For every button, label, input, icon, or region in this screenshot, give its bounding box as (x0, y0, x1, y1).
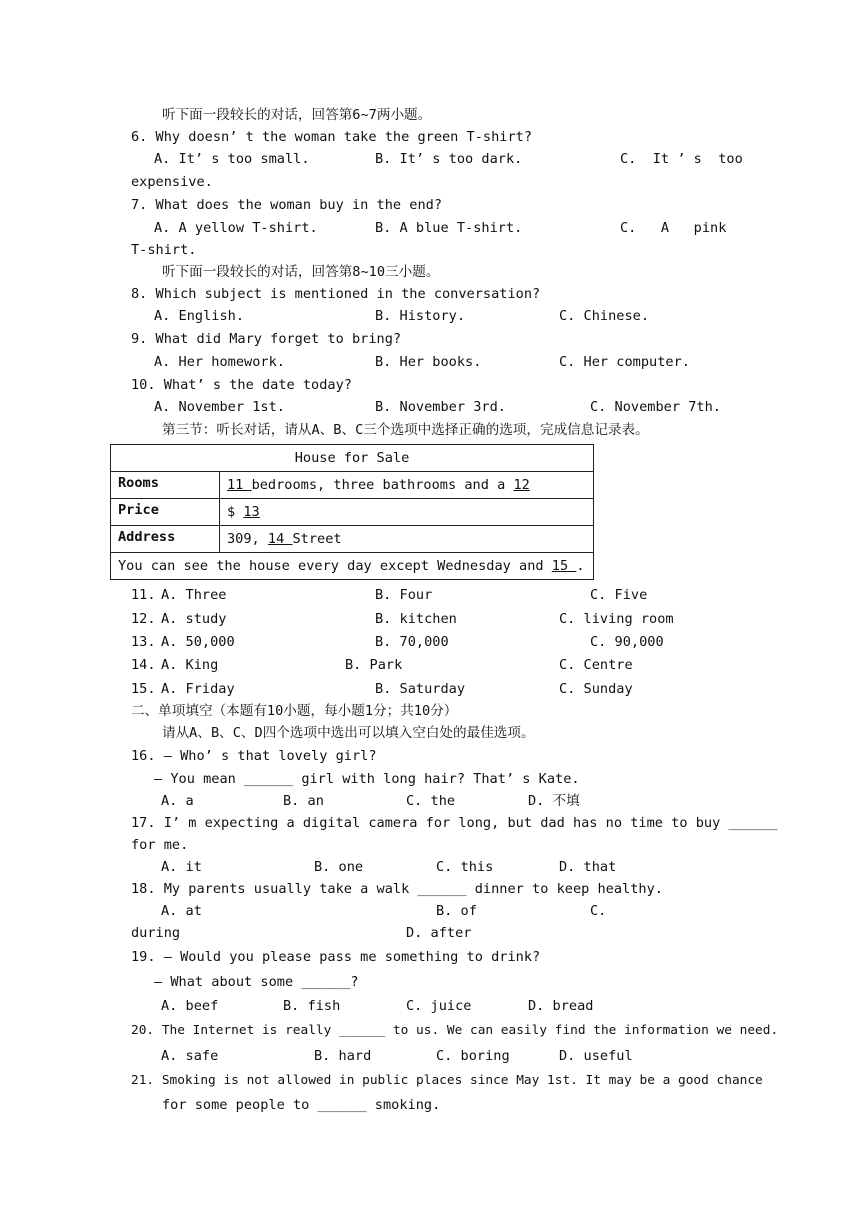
q6-option-a[interactable]: A. It’ s too small. (154, 151, 310, 167)
question-21-continued: for some people to ______ smoking. (162, 1097, 441, 1113)
question-7-stem: 7. What does the woman buy in the end? (131, 197, 442, 213)
q7-option-a[interactable]: A. A yellow T-shirt. (154, 220, 318, 236)
q16-option-a[interactable]: A. a (161, 793, 194, 809)
q8-option-c[interactable]: C. Chinese. (559, 308, 650, 324)
rooms-label: Rooms (111, 472, 220, 499)
q19-option-c[interactable]: C. juice (406, 998, 472, 1014)
blank-11[interactable]: 11 (227, 477, 252, 493)
q15-number: 15. (131, 681, 156, 697)
price-text: $ (227, 504, 244, 520)
q11-option-a[interactable]: A. Three (161, 587, 227, 603)
q16-option-c[interactable]: C. the (406, 793, 456, 809)
q10-option-a[interactable]: A. November 1st. (154, 399, 285, 415)
q12-number: 12. (131, 611, 156, 627)
question-9-stem: 9. What did Mary forget to bring? (131, 331, 402, 347)
q18-option-a[interactable]: A. at (161, 903, 202, 919)
q10-option-b[interactable]: B. November 3rd. (375, 399, 506, 415)
blank-15[interactable]: 15 (551, 558, 577, 574)
table-title: House for Sale (111, 445, 594, 472)
q17-option-c[interactable]: C. this (436, 859, 494, 875)
q7-option-c[interactable]: C. A pink (620, 220, 727, 236)
price-value (220, 499, 594, 526)
q14-option-b[interactable]: B. Park (345, 657, 403, 673)
q13-option-b[interactable]: B. 70,000 (375, 634, 449, 650)
q6-option-c-continued: expensive. (131, 174, 213, 190)
q16-option-d[interactable]: D. 不填 (528, 793, 580, 809)
footer-text: You can see the house every day except Wednesday and (118, 558, 552, 574)
question-18-stem: 18. My parents usually take a walk ______ dinner to keep healthy. (131, 881, 663, 897)
question-8-stem: 8. Which subject is mentioned in the conversation? (131, 286, 541, 302)
q8-option-b[interactable]: B. History. (375, 308, 466, 324)
q14-number: 14. (131, 657, 156, 673)
question-17-stem: 17. I’ m expecting a digital camera for long, but dad has no time to buy ______ (131, 815, 778, 831)
address-value (220, 526, 594, 553)
q19-option-a[interactable]: A. beef (161, 998, 219, 1014)
q18-option-c[interactable]: C. (590, 903, 607, 919)
q14-option-a[interactable]: A. King (161, 657, 219, 673)
question-19-stem: 19. — Would you please pass me something to drink? (131, 949, 541, 965)
q11-option-b[interactable]: B. Four (375, 587, 433, 603)
blank-13[interactable]: 13 (243, 504, 260, 520)
q13-option-a[interactable]: A. 50,000 (161, 634, 235, 650)
q15-option-c[interactable]: C. Sunday (559, 681, 633, 697)
q12-option-c[interactable]: C. living room (559, 611, 674, 627)
q13-option-c[interactable]: C. 90,000 (590, 634, 664, 650)
q19-option-b[interactable]: B. fish (283, 998, 341, 1014)
price-label: Price (111, 499, 220, 526)
part-2-title: 二、单项填空（本题有10小题，每小题1分；共10分） (131, 703, 458, 719)
listening-instruction: 听下面一段较长的对话，回答第8~10三小题。 (162, 264, 440, 280)
q13-number: 13. (131, 634, 156, 650)
q20-option-d[interactable]: D. useful (559, 1048, 633, 1064)
question-16-stem: 16. — Who’ s that lovely girl? (131, 748, 377, 764)
question-16-line-2: — You mean ______ girl with long hair? That’ s Kate. (154, 771, 580, 787)
q17-option-b[interactable]: B. one (314, 859, 364, 875)
q14-option-c[interactable]: C. Centre (559, 657, 633, 673)
q9-option-b[interactable]: B. Her books. (375, 354, 482, 370)
q15-option-a[interactable]: A. Friday (161, 681, 235, 697)
q11-number: 11. (131, 587, 156, 603)
section-3-instruction: 第三节：听长对话，请从A、B、C三个选项中选择正确的选项，完成信息记录表。 (162, 422, 649, 438)
q7-option-b[interactable]: B. A blue T-shirt. (375, 220, 523, 236)
q8-option-a[interactable]: A. English. (154, 308, 245, 324)
q20-option-c[interactable]: C. boring (436, 1048, 510, 1064)
q11-option-c[interactable]: C. Five (590, 587, 648, 603)
q9-option-a[interactable]: A. Her homework. (154, 354, 285, 370)
address-label: Address (111, 526, 220, 553)
question-19-line-2: — What about some ______? (154, 974, 359, 990)
q20-option-b[interactable]: B. hard (314, 1048, 372, 1064)
listening-instruction: 听下面一段较长的对话，回答第6~7两小题。 (162, 107, 432, 123)
question-6-stem: 6. Why doesn’ t the woman take the green T-shirt? (131, 129, 533, 145)
footer-end: . (576, 558, 585, 574)
address-text-1: 309, (227, 531, 268, 547)
question-10-stem: 10. What’ s the date today? (131, 377, 352, 393)
q6-option-c[interactable]: C. It ’ s too (620, 151, 743, 167)
q12-option-b[interactable]: B. kitchen (375, 611, 457, 627)
address-text-2: Street (292, 531, 342, 547)
q6-option-b[interactable]: B. It’ s too dark. (375, 151, 523, 167)
q18-option-c-continued: during (131, 925, 181, 941)
q15-option-b[interactable]: B. Saturday (375, 681, 466, 697)
question-17-continued: for me. (131, 837, 189, 853)
q16-option-b[interactable]: B. an (283, 793, 324, 809)
q18-option-b[interactable]: B. of (436, 903, 477, 919)
q7-option-c-continued: T-shirt. (131, 242, 197, 258)
table-footer (111, 553, 594, 580)
rooms-value (220, 472, 594, 499)
blank-14[interactable]: 14 (267, 531, 293, 547)
question-21-stem: 21. Smoking is not allowed in public places since May 1st. It may be a good chance (131, 1073, 763, 1088)
q19-option-d[interactable]: D. bread (528, 998, 594, 1014)
q17-option-d[interactable]: D. that (559, 859, 617, 875)
q17-option-a[interactable]: A. it (161, 859, 202, 875)
question-20-stem: 20. The Internet is really ______ to us. We can easily find the information we need. (131, 1023, 779, 1038)
q9-option-c[interactable]: C. Her computer. (559, 354, 690, 370)
part-2-instruction: 请从A、B、C、D四个选项中选出可以填入空白处的最佳选项。 (162, 725, 535, 741)
house-for-sale-table (110, 444, 594, 580)
q18-option-d[interactable]: D. after (406, 925, 472, 941)
blank-12[interactable]: 12 (513, 477, 530, 493)
q10-option-c[interactable]: C. November 7th. (590, 399, 721, 415)
q12-option-a[interactable]: A. study (161, 611, 227, 627)
rooms-text: bedrooms, three bathrooms and a (251, 477, 514, 493)
q20-option-a[interactable]: A. safe (161, 1048, 219, 1064)
